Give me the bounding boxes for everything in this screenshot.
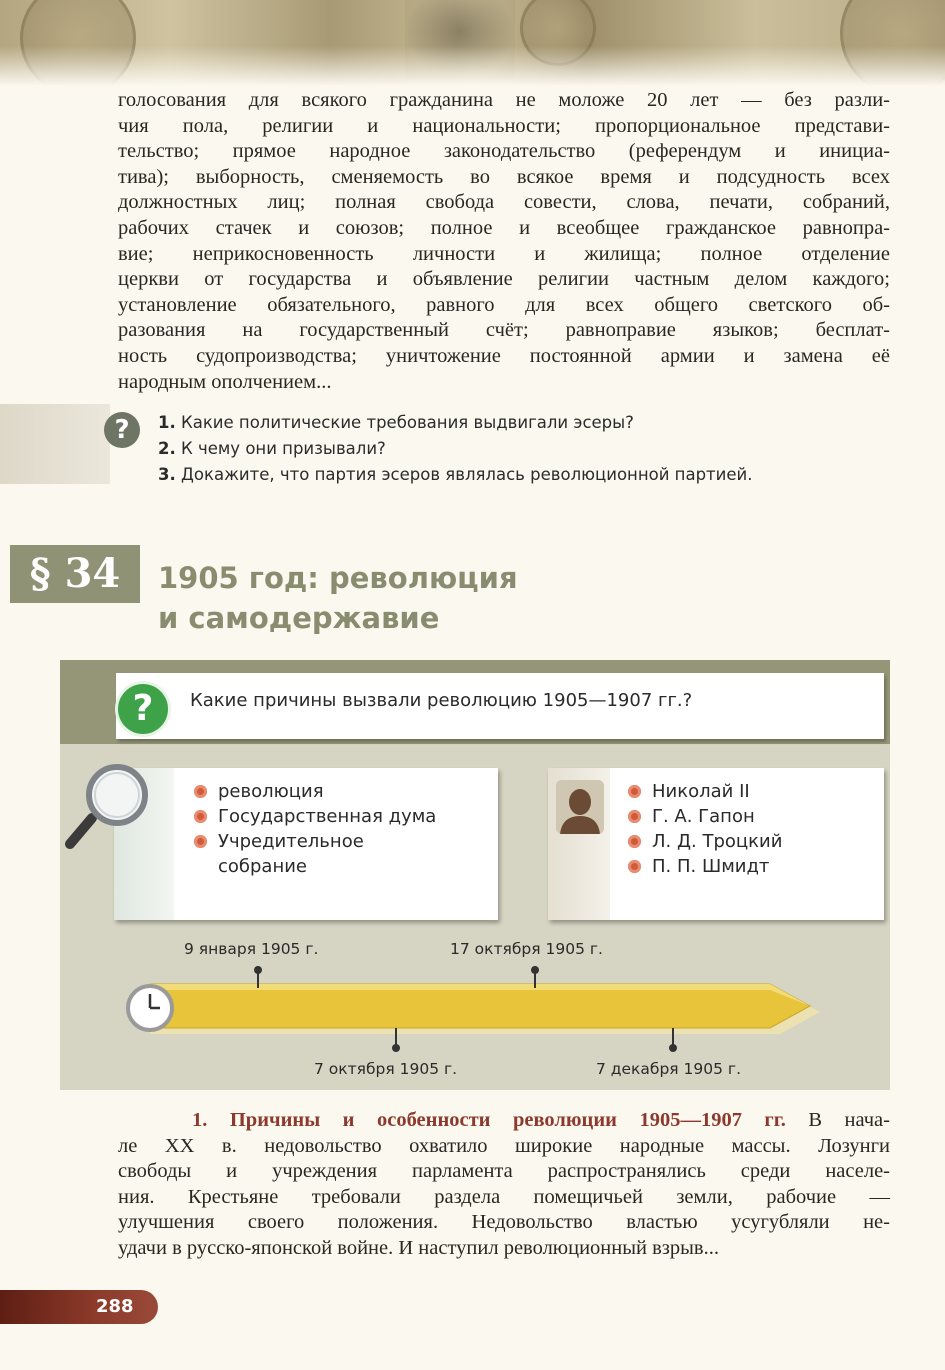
term-text: Учредительное xyxy=(218,831,364,852)
person-item xyxy=(626,854,782,879)
question-mark-icon: ? xyxy=(104,412,140,448)
terms-list xyxy=(192,779,436,879)
bullet-icon xyxy=(194,835,207,848)
person-item xyxy=(626,829,782,854)
text-line: тива); выборность, сменяемость во всякое время и подсудность всех xyxy=(118,165,890,188)
timeline-dot xyxy=(531,966,539,974)
bullet-icon xyxy=(628,810,641,823)
question-item xyxy=(158,462,898,488)
page-number: 288 xyxy=(96,1296,134,1317)
medal-decoration xyxy=(840,0,945,86)
bullet-icon xyxy=(628,785,641,798)
magnifier-icon xyxy=(62,760,152,850)
person-item xyxy=(626,779,782,804)
question-number: 3. xyxy=(158,465,176,484)
medal-decoration xyxy=(20,0,136,86)
text-line: рабочих стачек и союзов; полное и всеобщее гражданское равнопра- xyxy=(118,216,890,239)
portrait-decoration xyxy=(405,0,515,80)
timeline-dot xyxy=(392,1044,400,1052)
section-heading: 1. Причины и особенности революции 1905—1907 гг. xyxy=(192,1109,786,1131)
person-name: Николай II xyxy=(652,781,750,802)
text-line: удачи в русско-японской войне. И наступил революционный взрыв... xyxy=(118,1236,719,1259)
text-line: улучшения своего положения. Недовольство властью усугубляли не- xyxy=(118,1211,890,1234)
text-line: свободы и учреждения парламента распространялись среди населе- xyxy=(118,1160,890,1183)
bullet-icon xyxy=(628,835,641,848)
title-line: и самодержавие xyxy=(158,601,440,635)
text-line: установление обязательного, равного для всех общего светского об- xyxy=(118,293,890,316)
bullet-icon xyxy=(628,860,641,873)
text-line: чия пола, религии и национальности; пропорциональное представи- xyxy=(118,114,890,137)
title-line: 1905 год: революция xyxy=(158,561,518,595)
section-text xyxy=(118,1108,890,1262)
paragraph-title xyxy=(158,558,518,638)
timeline-date: 7 декабря 1905 г. xyxy=(596,1060,741,1078)
question-text: К чему они призывали? xyxy=(181,439,386,458)
text-line: церкви от государства и объявление религии частным делом каждого; xyxy=(118,268,890,291)
timeline-date: 17 октября 1905 г. xyxy=(450,940,603,958)
text-line: ле XX в. недовольство охватило широкие народные массы. Лозунги xyxy=(118,1134,890,1157)
text-line: ность судопроизводства; уничтожение постоянной армии и замена её xyxy=(118,344,890,367)
term-text: собрание xyxy=(218,856,308,877)
term-item xyxy=(192,779,436,804)
paragraph-number: § 34 xyxy=(10,545,140,603)
person-name: П. П. Шмидт xyxy=(652,856,770,877)
questions-list xyxy=(158,410,898,488)
questions-strip xyxy=(0,404,110,484)
question-item xyxy=(158,410,898,436)
question-number: 2. xyxy=(158,439,176,458)
question-text: Докажите, что партия эсеров являлась революционной партией. xyxy=(181,465,753,484)
page-number-tab xyxy=(0,1290,158,1324)
question-mark-icon: ? xyxy=(118,684,168,734)
text-line: тельство; прямое народное законодательство (референдум и инициа- xyxy=(118,140,890,163)
text-line: народным ополчением... xyxy=(118,370,332,393)
timeline xyxy=(120,930,820,1090)
persons-list xyxy=(626,779,782,879)
question-number: 1. xyxy=(158,413,176,432)
text-fragment: В нача- xyxy=(785,1109,890,1131)
term-item xyxy=(192,829,436,879)
key-question-text: Какие причины вызвали революцию 1905—1907 гг.? xyxy=(190,690,693,711)
person-name: Г. А. Гапон xyxy=(652,806,755,827)
header-banner xyxy=(0,0,945,86)
person-item xyxy=(626,804,782,829)
timeline-dot xyxy=(669,1044,677,1052)
text-line: вие; неприкосновенность личности и жилища; полное отделение xyxy=(118,242,890,265)
bullet-icon xyxy=(194,785,207,798)
text-line: разования на государственный счёт; равноправие языков; бесплат- xyxy=(118,319,890,342)
medal-decoration xyxy=(520,0,596,66)
text-line xyxy=(118,1108,890,1134)
person-name: Л. Д. Троцкий xyxy=(652,831,783,852)
term-item xyxy=(192,804,436,829)
body-text xyxy=(118,88,890,395)
timeline-date: 9 января 1905 г. xyxy=(184,940,319,958)
timeline-dot xyxy=(254,966,262,974)
text-line: голосования для всякого гражданина не моложе 20 лет — без разли- xyxy=(118,89,890,111)
question-text: Какие политические требования выдвигали эсеры? xyxy=(181,413,634,432)
term-text: Государственная дума xyxy=(218,806,437,827)
question-item xyxy=(158,436,898,462)
timeline-date: 7 октября 1905 г. xyxy=(314,1060,458,1078)
person-silhouette-icon xyxy=(556,780,604,834)
text-line: ния. Крестьяне требовали раздела помещичьей земли, рабочие — xyxy=(118,1185,890,1208)
term-text: революция xyxy=(218,781,324,802)
bullet-icon xyxy=(194,810,207,823)
clock-icon xyxy=(128,986,172,1030)
text-line: должностных лиц; полная свобода совести, слова, печати, собраний, xyxy=(118,191,890,214)
